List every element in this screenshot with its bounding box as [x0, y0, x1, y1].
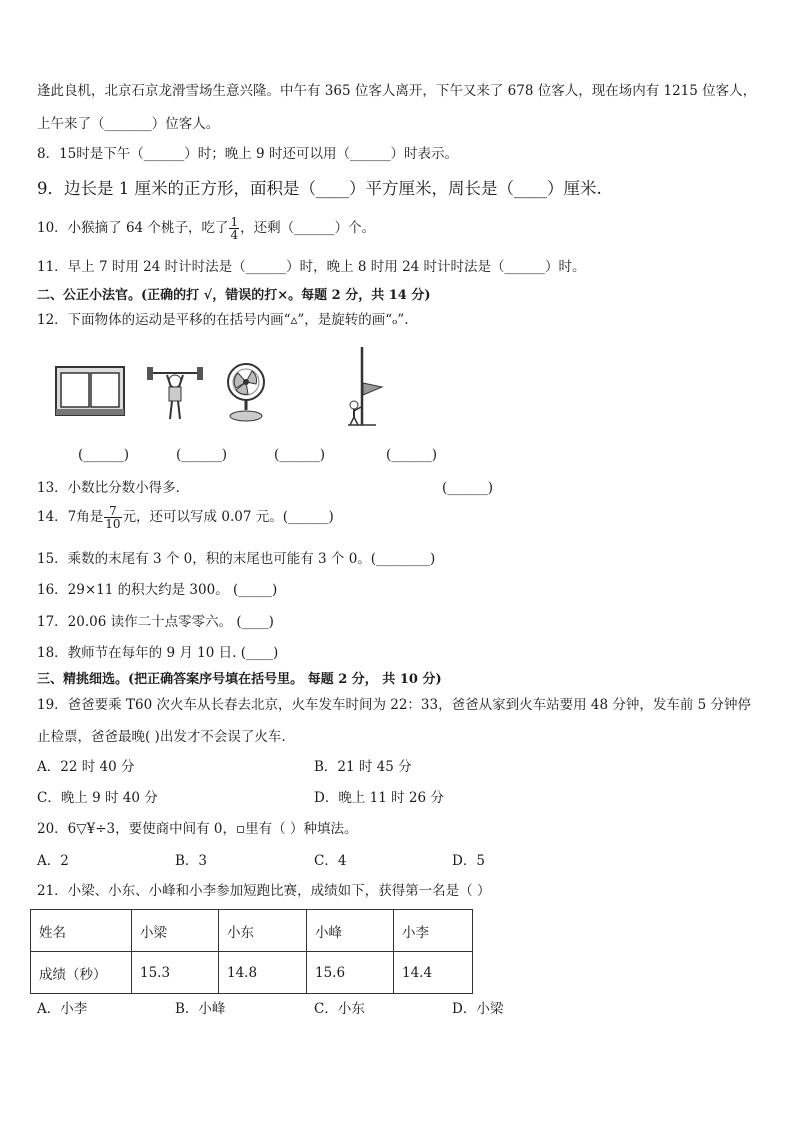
table-row [31, 910, 473, 952]
table-cell: 小梁 [132, 910, 219, 952]
fan-icon [224, 362, 268, 422]
weightlifter-icon [145, 363, 205, 423]
q12-blank-3[interactable]: (______) [274, 447, 326, 463]
q12-blank-1[interactable]: (______) [78, 447, 130, 463]
q19-option-a[interactable]: A．22 时 40 分 [37, 759, 135, 775]
q10-post: ，还剩（______）个。 [240, 220, 376, 236]
table-cell: 15.6 [307, 952, 394, 994]
section3-heading: 三、精挑细选。(把正确答案序号填在括号里。 每题 2 分， 共 10 分) [37, 672, 442, 687]
q14 [37, 505, 334, 530]
q14-post: 元，还可以写成 0.07 元。(______) [122, 509, 334, 525]
q14-denominator: 10 [105, 517, 121, 531]
q14-numerator: 7 [109, 504, 117, 518]
table-cell: 15.3 [132, 952, 219, 994]
q16: 16．29×11 的积大约是 300。 (_____) [37, 582, 278, 598]
q13-blank[interactable]: (______) [442, 480, 494, 496]
q10-denominator: 4 [230, 228, 239, 242]
q7-line2: 上午来了（_______）位客人。 [37, 116, 220, 132]
q10-pre: 10．小猴摘了 64 个桃子，吃了 [37, 220, 229, 236]
q10-fraction [229, 216, 239, 241]
q18: 18．教师节在每年的 9 月 10 日. (____) [37, 645, 279, 661]
table-cell: 成绩（秒） [31, 952, 132, 994]
q14-pre: 14．7角是 [37, 509, 104, 525]
q20-option-b[interactable]: B．3 [175, 853, 208, 869]
q11: 11．早上 7 时用 24 时计时法是（______）时，晚上 8 时用 24 时计时法是（______）时。 [37, 259, 586, 275]
table-cell: 14.8 [219, 952, 307, 994]
table-cell: 小李 [394, 910, 473, 952]
q21-option-b[interactable]: B．小峰 [175, 1001, 226, 1017]
q13: 13．小数比分数小得多． [37, 480, 190, 496]
q20-option-c[interactable]: C．4 [314, 853, 347, 869]
table-cell: 小东 [219, 910, 307, 952]
q21-option-c[interactable]: C．小东 [314, 1001, 365, 1017]
score-table [30, 909, 473, 994]
q20-option-d[interactable]: D．5 [452, 853, 485, 869]
window-icon [55, 366, 125, 416]
q12: 12．下面物体的运动是平移的在括号内画“▵”，是旋转的画“ₒ”. [37, 312, 409, 328]
q12-blank-2[interactable]: (______) [176, 447, 228, 463]
section2-heading: 二、公正小法官。(正确的打 √，错误的打×。每题 2 分，共 14 分) [37, 288, 431, 303]
q19-option-b[interactable]: B．21 时 45 分 [314, 759, 412, 775]
q19-line2: 止检票，爸爸最晚( )出发才不会误了火车. [37, 729, 286, 745]
table-cell: 14.4 [394, 952, 473, 994]
q8: 8．15时是下午（______）时；晚上 9 时还可以用（______）时表示。 [37, 146, 458, 162]
q20: 20．6▽¥÷3，要使商中间有 0，▫里有（ ）种填法。 [37, 821, 358, 837]
q21: 21．小梁、小东、小峰和小李参加短跑比赛，成绩如下，获得第一名是（ ） [37, 883, 491, 899]
flag-raising-icon [340, 345, 390, 427]
q20-option-a[interactable]: A．2 [37, 853, 69, 869]
q15: 15．乘数的末尾有 3 个 0，积的末尾也可能有 3 个 0。(________) [37, 551, 436, 567]
q19-line1: 19．爸爸要乘 T60 次火车从长春去北京，火车发车时间为 22：33，爸爸从家到火车站要用 48 分钟，发车前 5 分钟停 [37, 697, 752, 713]
q9: 9．边长是 1 厘米的正方形，面积是（____）平方厘米，周长是（____）厘米. [37, 179, 602, 198]
q21-option-d[interactable]: D．小梁 [452, 1001, 504, 1017]
q7-line1: 逢此良机，北京石京龙滑雪场生意兴隆。中午有 365 位客人离开，下午又来了 678 位客人，现在场内有 1215 位客人， [37, 83, 757, 99]
q12-blank-4[interactable]: (______) [386, 447, 438, 463]
q14-fraction [104, 505, 121, 530]
table-cell: 小峰 [307, 910, 394, 952]
q17: 17．20.06 读作二十点零零六。 (____) [37, 614, 274, 630]
q10-numerator: 1 [230, 215, 239, 229]
q21-option-a[interactable]: A．小李 [37, 1001, 88, 1017]
table-cell: 姓名 [31, 910, 132, 952]
q19-option-c[interactable]: C．晚上 9 时 40 分 [37, 790, 158, 806]
q10 [37, 216, 375, 241]
q19-option-d[interactable]: D．晚上 11 时 26 分 [314, 790, 444, 806]
table-row [31, 952, 473, 994]
